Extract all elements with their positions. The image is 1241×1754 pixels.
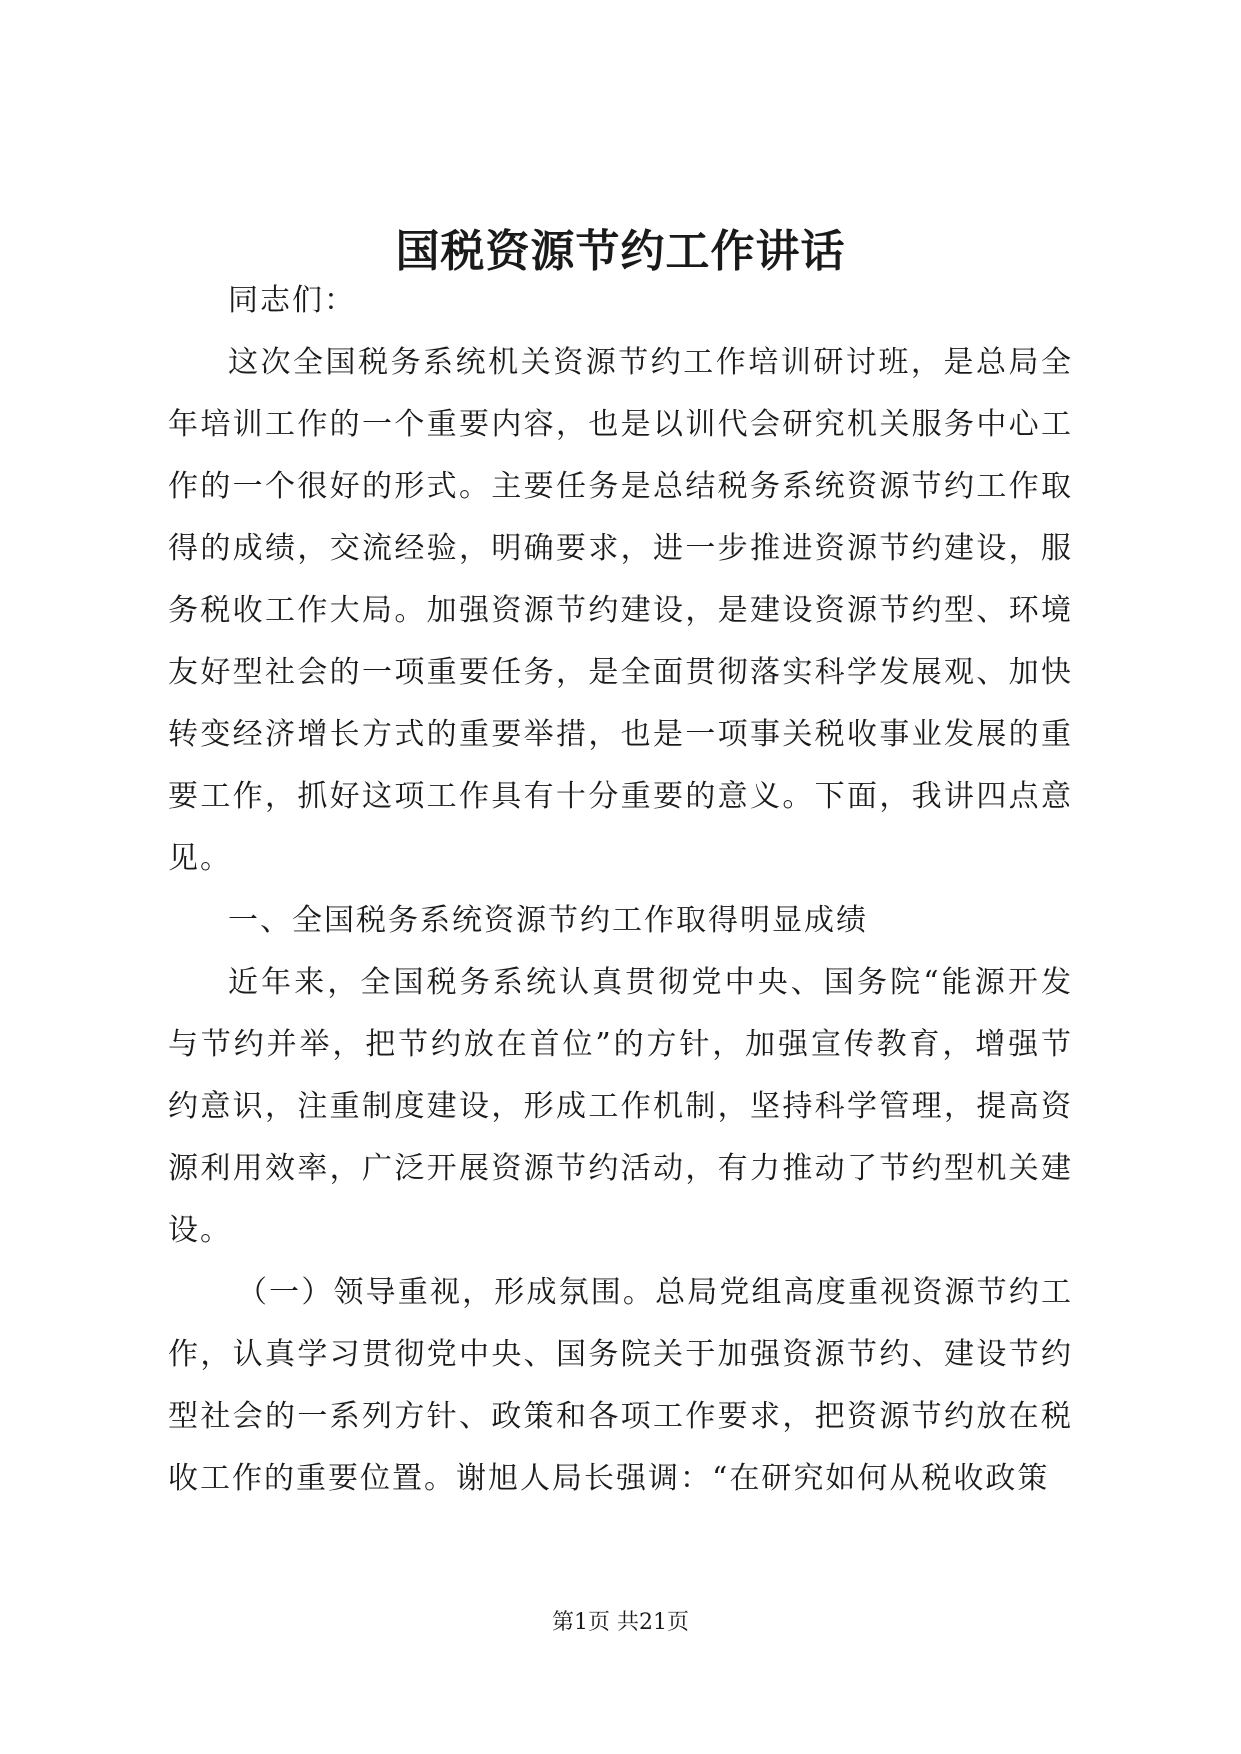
document-title: 国税资源节约工作讲话 [395, 226, 846, 277]
intro-paragraph: 这次全国税务系统机关资源节约工作培训研讨班，是总局全年培训工作的一个重要内容，也是以训代会研究机关服务中心工作的一个很好的形式。主要任务是总结税务系统资源节约工作取得的成绩，交流经验，明确要求，进一步推进资源节约建设，服务税收工作大局。加强资源节约建设，是建设资源节约型、环境友好型社会的一项重要任务，是全面贯彻落实科学发展观、加快转变经济增长方式的重要举措，也是一项事关税收事业发展的重要工作，抓好这项工作具有十分重要的意义。下面，我讲四点意见。 [168, 345, 1073, 876]
subsection-1-paragraph: （一）领导重视，形成氛围。总局党组高度重视资源节约工作，认真学习贯彻党中央、国务院关于加强资源节约、建设节约型社会的一系列方针、政策和各项工作要求，把资源节约放在税收工作的重要位置。谢旭人局长强调：“在研究如何从税收政策 [168, 1275, 1073, 1496]
section-heading-1: 一、全国税务系统资源节约工作取得明显成绩 [228, 903, 868, 938]
document-body [168, 270, 1073, 1510]
page-number-footer: 第1页 共21页 [552, 1610, 689, 1635]
section-1-paragraph: 近年来，全国税务系统认真贯彻党中央、国务院“能源开发与节约并举，把节约放在首位”的方针，加强宣传教育，增强节约意识，注重制度建设，形成工作机制，坚持科学管理，提高资源利用效率，广泛开展资源节约活动，有力推动了节约型机关建设。 [168, 965, 1073, 1248]
salutation-paragraph: 同志们： [228, 283, 356, 318]
